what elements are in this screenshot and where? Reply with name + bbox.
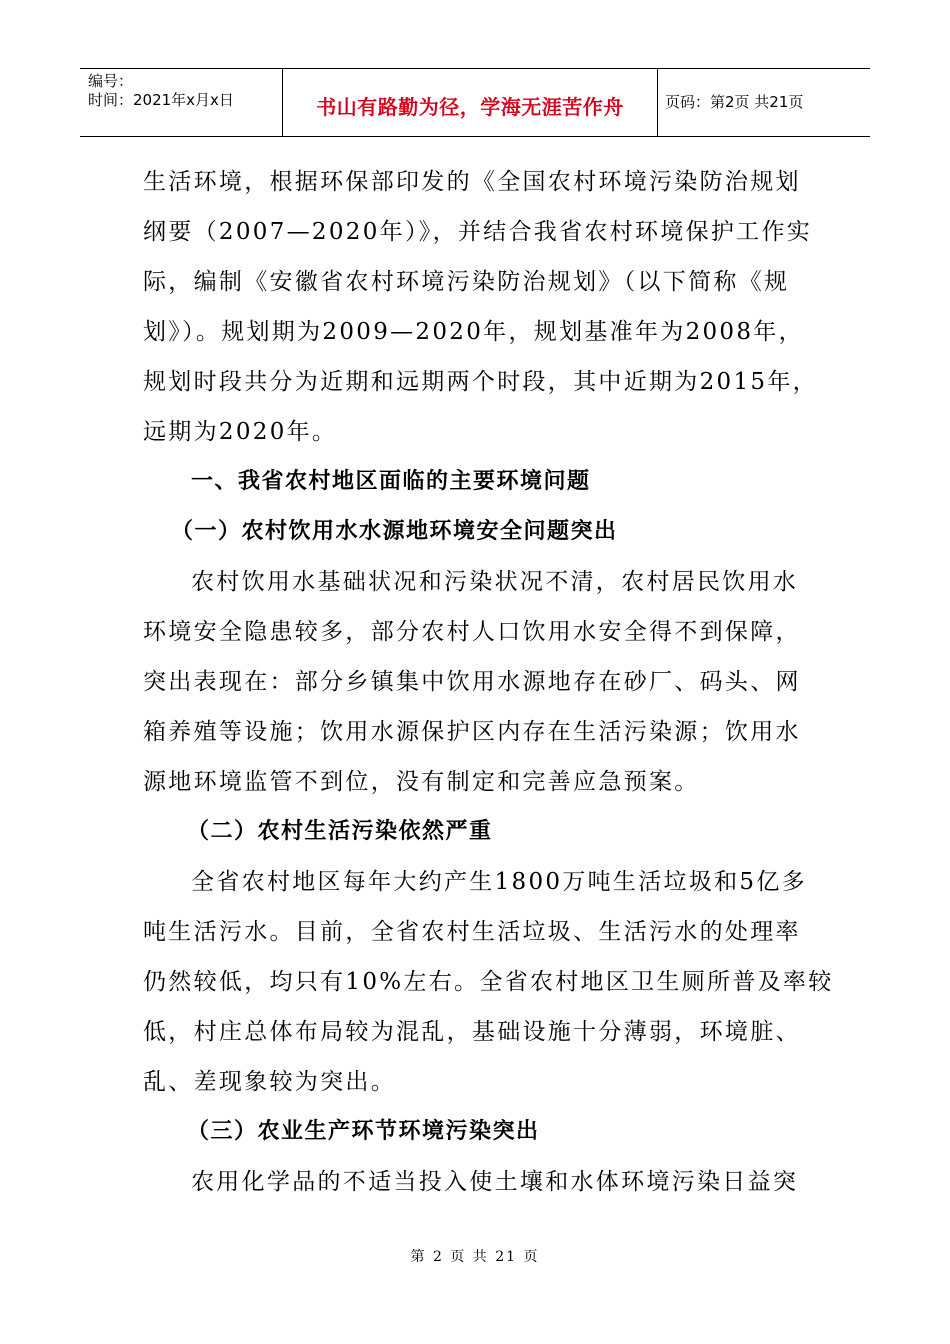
paragraph-line: 纲要（2007—2020年）》，并结合我省农村环境保护工作实 (143, 219, 813, 245)
paragraph-line: 远期为2020年。 (143, 419, 338, 445)
header-page-cell (658, 69, 870, 136)
paragraph-line: 环境安全隐患较多，部分农村人口饮用水安全得不到保障， (143, 619, 801, 645)
paragraph-line: 突出表现在：部分乡镇集中饮用水源地存在砂厂、码头、网 (143, 669, 801, 695)
paragraph-line: 箱养殖等设施；饮用水源保护区内存在生活污染源；饮用水 (143, 719, 801, 745)
document-time-label: 时间：2021年x月x日 (88, 91, 234, 109)
section-heading: 一、我省农村地区面临的主要环境问题 (191, 469, 591, 494)
page-header (80, 68, 870, 137)
paragraph-line: 低，村庄总体布局较为混乱，基础设施十分薄弱，环境脏、 (143, 1019, 801, 1045)
motto-text: 书山有路勤为径，学海无涯苦作舟 (316, 95, 624, 119)
paragraph-line: 农用化学品的不适当投入使土壤和水体环境污染日益突 (191, 1169, 799, 1195)
paragraph-line: 全省农村地区每年大约产生1800万吨生活垃圾和5亿多 (191, 869, 807, 895)
header-motto-cell (283, 69, 658, 136)
paragraph-line: 农村饮用水基础状况和污染状况不清，农村居民饮用水 (191, 569, 799, 595)
header-page-info: 页码：第2页 共21页 (665, 93, 804, 111)
paragraph-line: 际，编制《安徽省农村环境污染防治规划》（以下简称《规 (143, 269, 790, 295)
paragraph-line: 吨生活污水。目前，全省农村生活垃圾、生活污水的处理率 (143, 919, 801, 945)
paragraph-line: 规划时段共分为近期和远期两个时段，其中近期为2015年， (143, 369, 818, 395)
subsection-heading: （一）农村饮用水水源地环境安全问题突出 (171, 519, 618, 544)
header-meta-cell (80, 69, 283, 136)
paragraph-line: 乱、差现象较为突出。 (143, 1069, 396, 1095)
page-footer-number: 第 2 页 共 21 页 (410, 1249, 540, 1265)
document-number-label: 编号： (88, 72, 134, 90)
paragraph-line: 划》）。规划期为2009—2020年，规划基准年为2008年， (143, 319, 804, 345)
paragraph-line: 生活环境，根据环保部印发的《全国农村环境污染防治规划 (143, 169, 801, 195)
subsection-heading: （三）农业生产环节环境污染突出 (187, 1119, 540, 1144)
paragraph-line: 仍然较低，均只有10%左右。全省农村地区卫生厕所普及率较 (143, 969, 834, 995)
subsection-heading: （二）农村生活污染依然严重 (187, 819, 493, 844)
paragraph-line: 源地环境监管不到位，没有制定和完善应急预案。 (143, 769, 700, 795)
